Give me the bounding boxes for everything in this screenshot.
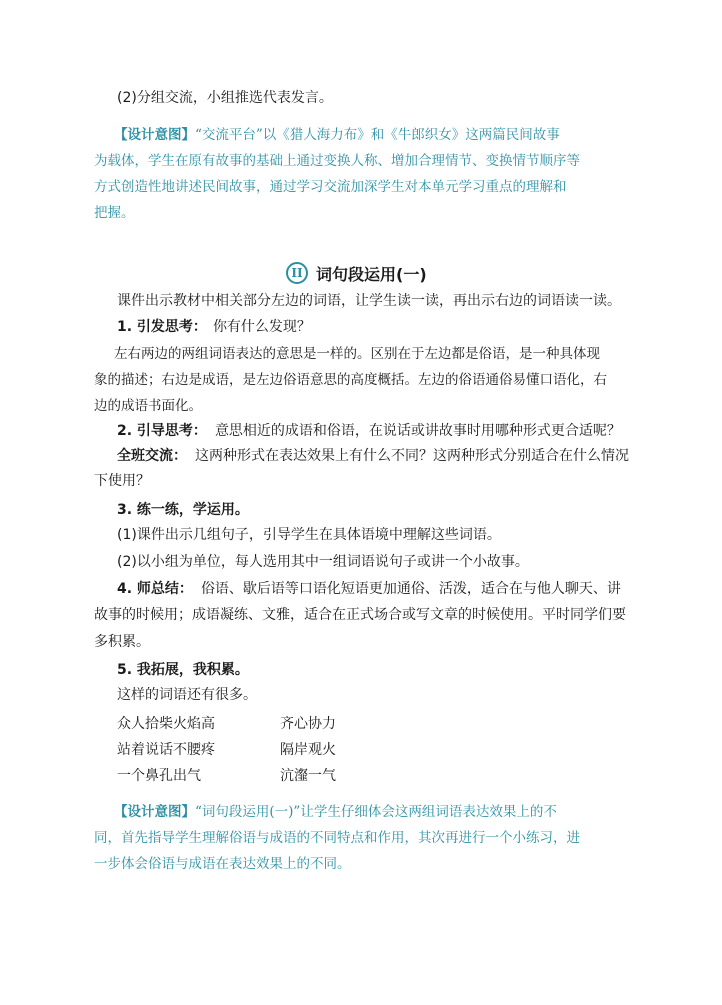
summary-line-3: 多积累。: [94, 634, 150, 650]
summary-label: 4. 师总结：: [117, 581, 193, 597]
answer-1-line-2: 象的描述；右边是成语，是左边俗语意思的高度概括。左边的俗语通俗易懂口语化，右: [94, 372, 607, 388]
design-intent-text: “交流平台”以《猎人海力布》和《牛郎织女》这两篇民间故事: [195, 127, 560, 143]
pair-right-1: 齐心协力: [280, 716, 336, 732]
design-intent-1-line-3: 方式创造性地讲述民间故事，通过学习交流加深学生对本单元学习重点的理解和: [94, 179, 567, 195]
pair-left-1: 众人拾柴火焰高: [117, 716, 215, 732]
question-2-text: 意思相近的成语和俗语，在说话或讲故事时用哪种形式更合适呢？: [214, 423, 621, 439]
design-intent-2-line-1: [114, 802, 557, 822]
summary-text: 俗语、歇后语等口语化短语更加通俗、活泼，适合在与他人聊天、讲: [200, 581, 621, 597]
paragraph-group-exchange: (2)分组交流，小组推选代表发言。: [117, 90, 333, 106]
class-exchange-line-2: 下使用？: [94, 473, 150, 489]
answer-1-line-3: 边的成语书面化。: [94, 398, 202, 414]
design-intent-2-line-2: 同，首先指导学生理解俗语与成语的不同特点和作用，其次再进行一个小练习，进: [94, 830, 580, 846]
pair-right-2: 隔岸观火: [280, 742, 336, 758]
question-5-heading: 5. 我拓展，我积累。: [117, 662, 249, 678]
question-1-label: 1. 引发思考：: [117, 319, 207, 335]
question-3-item-2: (2)以小组为单位，每人选用其中一组词语说句子或讲一个小故事。: [117, 554, 529, 570]
question-2: [117, 421, 621, 441]
question-3-item-1: (1)课件出示几组句子，引导学生在具体语境中理解这些词语。: [117, 527, 501, 543]
answer-1-line-1: 左右两边的两组词语表达的意思是一样的。区别在于左边都是俗语，是一种具体现: [114, 346, 600, 362]
class-exchange-line-1: [117, 446, 629, 466]
intro-paragraph: 课件出示教材中相关部分左边的词语，让学生读一读，再出示右边的词语读一读。: [117, 293, 621, 309]
design-intent-1-line-1: [114, 125, 560, 145]
question-1-text: 你有什么发现？: [212, 319, 311, 335]
class-exchange-label: 全班交流：: [117, 448, 187, 464]
section-title: 词句段运用(一): [316, 264, 427, 284]
design-intent-2-text: “词句段运用(一)”让学生仔细体会这两组词语表达效果上的不: [195, 804, 557, 820]
pair-left-3: 一个鼻孔出气: [117, 768, 201, 784]
design-intent-1-line-2: 为载体，学生在原有故事的基础上通过变换人称、增加合理情节、变换情节顺序等: [94, 153, 580, 169]
pair-left-2: 站着说话不腰疼: [117, 742, 215, 758]
question-5-text: 这样的词语还有很多。: [117, 687, 257, 703]
question-1: [117, 317, 311, 337]
summary-line-1: [117, 579, 621, 599]
question-2-label: 2. 引导思考：: [117, 423, 207, 439]
summary-line-2: 故事的时候用；成语凝练、文雅，适合在正式场合或写文章的时候使用。平时同学们要: [94, 607, 626, 623]
design-intent-tag: 【设计意图】: [114, 127, 195, 143]
design-intent-2-line-3: 一步体会俗语与成语在表达效果上的不同。: [94, 856, 351, 872]
section-number-badge: II: [286, 262, 308, 284]
class-exchange-text: 这两种形式在表达效果上有什么不同？这两种形式分别适合在什么情况: [195, 448, 629, 464]
pair-right-3: 沆瀣一气: [280, 768, 336, 784]
design-intent-2-tag: 【设计意图】: [114, 804, 195, 820]
design-intent-1-line-4: 把握。: [94, 205, 135, 221]
question-3-heading: 3. 练一练，学运用。: [117, 502, 249, 518]
section-heading: [286, 261, 427, 285]
